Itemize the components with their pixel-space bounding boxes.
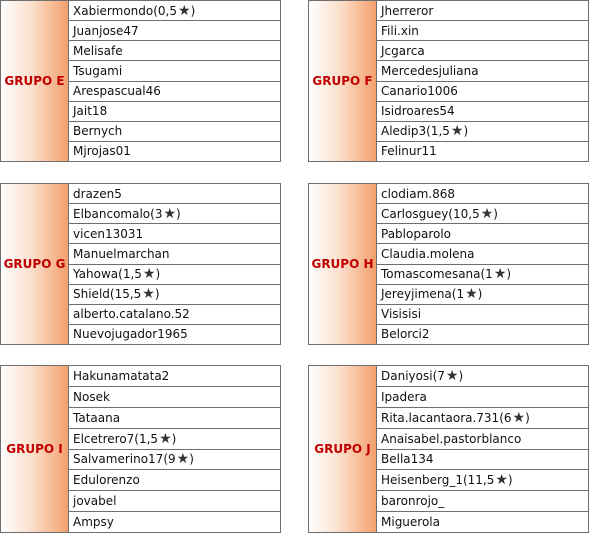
player-suffix: ) (525, 410, 530, 425)
player-list (69, 184, 280, 344)
player-name: Jereyjimena(1 (381, 287, 465, 302)
player-name: alberto.catalano.52 (73, 307, 190, 322)
player-name: Hakunamatata2 (73, 368, 170, 383)
star-icon: ★ (493, 266, 507, 283)
player-name: Elbancomalo(3 (73, 206, 163, 221)
player-row (69, 408, 280, 429)
group-i-table (0, 365, 281, 533)
star-icon: ★ (480, 205, 494, 222)
player-name: Elcetrero7(1,5 (73, 431, 159, 446)
group-g-table (0, 183, 281, 345)
player-row (69, 512, 280, 532)
player-suffix: ) (176, 206, 181, 221)
player-row (377, 82, 588, 102)
player-list (69, 366, 280, 532)
player-row (69, 491, 280, 512)
group-h-table (308, 183, 589, 345)
player-name: Fili.xin (381, 23, 419, 38)
player-name: Nuevojugador1965 (73, 327, 188, 342)
player-name: Manuelmarchan (73, 246, 170, 261)
player-suffix: ) (190, 3, 196, 18)
player-name: Anaisabel.pastorblanco (381, 431, 522, 446)
player-name: Yahowa(1,5 (73, 267, 142, 282)
player-row (377, 21, 588, 41)
star-icon: ★ (159, 430, 172, 447)
player-name: Edulorenzo (73, 473, 140, 488)
star-icon: ★ (163, 205, 177, 222)
player-name: Juanjose47 (73, 23, 139, 38)
player-row (69, 184, 280, 204)
star-icon: ★ (450, 123, 464, 140)
player-name: Ipadera (381, 389, 427, 404)
player-row (377, 450, 588, 471)
player-name: Pabloparolo (381, 226, 452, 241)
group-label: GRUPO I (6, 442, 63, 456)
player-row (377, 429, 588, 450)
player-name: Carlosguey(10,5 (381, 206, 480, 221)
player-suffix: ) (463, 124, 469, 139)
player-name: Bella134 (381, 452, 434, 467)
star-icon: ★ (176, 451, 190, 468)
player-suffix: ) (507, 473, 513, 488)
player-row (377, 122, 588, 142)
player-name: Xabiermondo(0,5 (73, 3, 177, 18)
player-row (377, 61, 588, 81)
player-row (377, 204, 588, 224)
player-name: Daniyosi(7 (381, 368, 445, 383)
player-row (377, 512, 588, 532)
player-name: Tataana (73, 410, 121, 425)
player-name: Aledip3(1,5 (381, 124, 450, 139)
group-label-cell (1, 184, 69, 344)
player-row (377, 244, 588, 264)
player-suffix: ) (189, 452, 194, 467)
player-row (69, 470, 280, 491)
player-row (377, 1, 588, 21)
player-name: Canario1006 (381, 84, 458, 99)
player-name: Mercedesjuliana (381, 63, 479, 78)
group-label: GRUPO E (4, 74, 65, 88)
player-row (377, 142, 588, 161)
star-icon: ★ (495, 472, 508, 489)
player-name: Jcgarca (381, 43, 425, 58)
group-label: GRUPO J (314, 442, 371, 456)
player-name: drazen5 (73, 186, 122, 201)
player-row (377, 285, 588, 305)
player-name: Bernych (73, 124, 123, 139)
star-icon: ★ (178, 2, 191, 19)
player-name: Tsugami (73, 63, 123, 78)
player-suffix: ) (171, 431, 177, 446)
player-name: Visisisi (381, 307, 422, 322)
player-name: Felinur11 (381, 144, 437, 159)
group-label: GRUPO H (311, 257, 374, 271)
player-name: baronrojo_ (381, 494, 445, 509)
player-name: Claudia.molena (381, 246, 475, 261)
player-row (377, 102, 588, 122)
player-row (69, 41, 280, 61)
player-name: Isidroares54 (381, 104, 455, 119)
player-row (377, 305, 588, 325)
player-list (69, 1, 280, 161)
player-name: Shield(15,5 (73, 287, 142, 302)
group-label: GRUPO F (312, 74, 373, 88)
player-name: Ampsy (73, 515, 114, 530)
player-name: Jait18 (73, 104, 108, 119)
player-suffix: ) (477, 287, 483, 302)
player-name: clodiam.868 (381, 186, 455, 201)
player-row (377, 408, 588, 429)
group-label-cell (1, 366, 69, 532)
group-label: GRUPO G (3, 257, 66, 271)
player-row (69, 244, 280, 264)
player-name: Mjrojas01 (73, 144, 131, 159)
player-row (69, 204, 280, 224)
group-label-cell (1, 1, 69, 161)
player-row (69, 142, 280, 161)
player-row (69, 122, 280, 142)
player-row (377, 41, 588, 61)
group-j-table (308, 365, 589, 533)
player-row (377, 470, 588, 491)
player-suffix: ) (493, 206, 498, 221)
player-row (69, 82, 280, 102)
player-row (69, 450, 280, 471)
star-icon: ★ (142, 286, 155, 303)
player-row (69, 305, 280, 325)
group-f-table (308, 0, 589, 162)
star-icon: ★ (465, 286, 478, 303)
player-list (377, 366, 588, 532)
player-name: vicen13031 (73, 226, 144, 241)
player-name: jovabel (73, 494, 117, 509)
group-label-cell (309, 184, 377, 344)
player-name: Rita.lacantaora.731(6 (381, 410, 512, 425)
player-row (69, 21, 280, 41)
player-name: Tomascomesana(1 (381, 267, 493, 282)
player-row (69, 1, 280, 21)
player-list (377, 184, 588, 344)
player-name: Salvamerino17(9 (73, 452, 176, 467)
player-row (377, 184, 588, 204)
player-row (69, 387, 280, 408)
player-row (69, 429, 280, 450)
player-row (69, 224, 280, 244)
player-row (69, 265, 280, 285)
group-e-table (0, 0, 281, 162)
player-name: Arespascual46 (73, 84, 161, 99)
player-list (377, 1, 588, 161)
player-row (377, 366, 588, 387)
player-suffix: ) (154, 287, 160, 302)
player-row (377, 491, 588, 512)
group-label-cell (309, 1, 377, 161)
player-row (377, 224, 588, 244)
star-icon: ★ (512, 409, 526, 426)
player-name: Jherreror (381, 3, 434, 18)
group-label-cell (309, 366, 377, 532)
player-row (69, 102, 280, 122)
player-row (69, 285, 280, 305)
player-suffix: ) (155, 267, 161, 282)
player-row (69, 61, 280, 81)
star-icon: ★ (445, 367, 459, 384)
player-row (69, 325, 280, 344)
player-suffix: ) (506, 267, 512, 282)
player-name: Heisenberg_1(11,5 (381, 473, 495, 488)
player-row (377, 325, 588, 344)
player-row (69, 366, 280, 387)
player-row (377, 387, 588, 408)
player-name: Melisafe (73, 43, 123, 58)
player-name: Belorci2 (381, 327, 430, 342)
star-icon: ★ (142, 266, 156, 283)
player-row (377, 265, 588, 285)
player-suffix: ) (458, 368, 464, 383)
player-name: Nosek (73, 389, 110, 404)
player-name: Miguerola (381, 515, 440, 530)
